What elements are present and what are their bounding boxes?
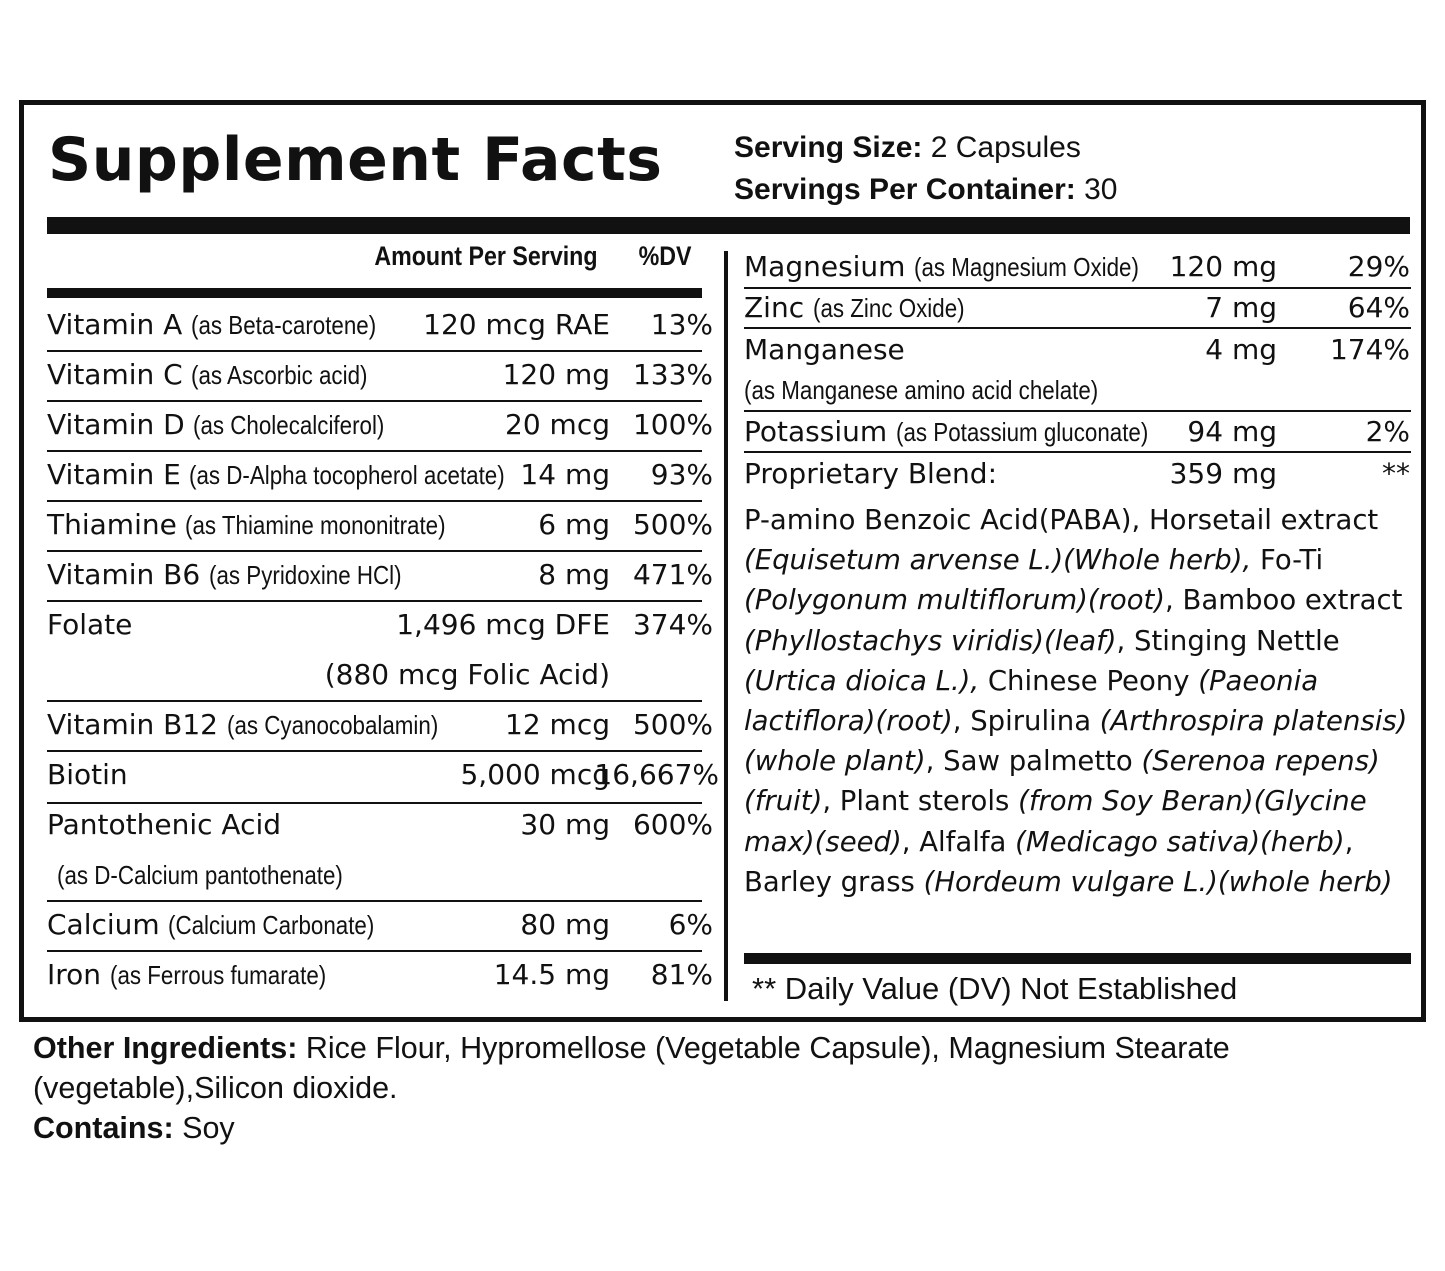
nutrient-row bbox=[744, 333, 1412, 405]
nutrient-name bbox=[47, 958, 361, 991]
nutrient-dv: 6% bbox=[668, 908, 713, 941]
nutrient-source: (as Pyridoxine HCl) bbox=[208, 560, 402, 590]
column-divider bbox=[724, 251, 728, 1001]
nutrient-amount: 4 mg bbox=[1205, 333, 1277, 366]
nutrient-label: Magnesium bbox=[744, 250, 906, 283]
row-divider bbox=[744, 451, 1411, 453]
other-ingredients bbox=[33, 1028, 1413, 1148]
amount-per-serving-header: Amount Per Serving bbox=[374, 241, 598, 271]
nutrient-subtext: (880 mcg Folic Acid) bbox=[324, 658, 610, 691]
nutrient-amount: 12 mcg bbox=[505, 708, 610, 741]
nutrient-row bbox=[47, 508, 713, 548]
nutrient-label: Proprietary Blend: bbox=[744, 457, 997, 490]
row-divider bbox=[47, 450, 702, 452]
nutrient-name bbox=[47, 808, 281, 841]
nutrient-row bbox=[47, 958, 713, 998]
row-divider bbox=[47, 400, 702, 402]
nutrient-amount: 359 mg bbox=[1169, 457, 1277, 490]
nutrient-row bbox=[47, 458, 713, 498]
nutrient-row bbox=[47, 408, 713, 448]
nutrient-row bbox=[47, 808, 713, 890]
nutrient-label: Vitamin B6 bbox=[47, 558, 201, 591]
nutrient-row bbox=[47, 708, 713, 748]
contains-label: Contains: bbox=[33, 1111, 174, 1145]
row-divider bbox=[744, 410, 1411, 412]
nutrient-name bbox=[47, 408, 416, 441]
row-divider bbox=[47, 950, 702, 952]
nutrient-name bbox=[47, 308, 406, 341]
servings-per-container bbox=[734, 169, 1117, 211]
row-divider bbox=[47, 900, 702, 902]
nutrient-dv: 2% bbox=[1365, 415, 1410, 448]
nutrient-label: Potassium bbox=[744, 415, 888, 448]
contains-value: Soy bbox=[173, 1111, 235, 1145]
nutrient-source: (as Ascorbic acid) bbox=[191, 360, 368, 390]
nutrient-row bbox=[744, 457, 1412, 495]
nutrient-amount: 14 mg bbox=[520, 458, 610, 491]
thick-divider-right bbox=[744, 953, 1411, 964]
nutrient-amount: 80 mg bbox=[520, 908, 610, 941]
nutrient-label: Manganese bbox=[744, 333, 905, 366]
nutrient-source: (as Zinc Oxide) bbox=[812, 293, 965, 323]
nutrient-name bbox=[47, 708, 472, 741]
nutrient-name bbox=[47, 608, 132, 641]
servings-per-container-value: 30 bbox=[1075, 173, 1118, 206]
nutrient-name bbox=[47, 508, 488, 541]
nutrient-amount: 7 mg bbox=[1205, 291, 1277, 324]
nutrient-label: Vitamin E bbox=[47, 458, 181, 491]
nutrient-dv: 600% bbox=[632, 808, 713, 841]
nutrient-dv: 133% bbox=[632, 358, 713, 391]
thick-divider-left bbox=[47, 288, 702, 298]
serving-info bbox=[734, 127, 1117, 211]
nutrient-dv: 100% bbox=[632, 408, 713, 441]
nutrient-label: Calcium bbox=[47, 908, 160, 941]
nutrient-amount: 6 mg bbox=[538, 508, 610, 541]
other-ingredients-label: Other Ingredients: bbox=[33, 1031, 298, 1065]
nutrient-label: Folate bbox=[47, 608, 133, 641]
nutrient-row bbox=[744, 415, 1412, 453]
nutrient-row bbox=[47, 608, 713, 691]
nutrient-label: Vitamin C bbox=[47, 358, 183, 391]
row-divider bbox=[47, 350, 702, 352]
dv-footnote: ** Daily Value (DV) Not Established bbox=[752, 971, 1238, 1006]
servings-per-container-label: Servings Per Container: bbox=[734, 173, 1076, 206]
thick-divider-top bbox=[47, 217, 1410, 234]
nutrient-name bbox=[744, 250, 1176, 283]
dv-header: %DV bbox=[639, 241, 692, 271]
nutrient-row bbox=[47, 908, 713, 948]
nutrient-dv: 374% bbox=[632, 608, 713, 641]
nutrient-label: Vitamin D bbox=[47, 408, 185, 441]
nutrient-amount: 120 mg bbox=[502, 358, 610, 391]
nutrient-label: Vitamin B12 bbox=[47, 708, 218, 741]
nutrient-row bbox=[744, 291, 1412, 329]
nutrient-source: (as Cholecalciferol) bbox=[193, 410, 385, 440]
row-divider bbox=[47, 700, 702, 702]
supplement-facts-panel bbox=[19, 100, 1426, 1022]
nutrient-subtext: (as Manganese amino acid chelate) bbox=[744, 375, 1099, 405]
panel-title: Supplement Facts bbox=[48, 125, 663, 195]
nutrient-amount: 20 mcg bbox=[505, 408, 610, 441]
nutrient-amount: 8 mg bbox=[538, 558, 610, 591]
nutrient-source: (as Beta-carotene) bbox=[190, 310, 377, 340]
nutrient-name bbox=[47, 558, 433, 591]
nutrient-name bbox=[47, 908, 408, 941]
nutrient-dv: 81% bbox=[650, 958, 713, 991]
nutrient-dv: 174% bbox=[1329, 333, 1410, 366]
nutrient-source: (as Potassium gluconate) bbox=[895, 417, 1149, 447]
nutrient-name bbox=[744, 291, 989, 324]
nutrient-source: (as Cyanocobalamin) bbox=[226, 710, 438, 740]
other-ingredients-line bbox=[33, 1028, 1413, 1108]
nutrient-source: (as Thiamine mononitrate) bbox=[185, 510, 447, 540]
nutrient-name bbox=[744, 333, 905, 366]
nutrient-source: (as Ferrous fumarate) bbox=[109, 960, 326, 990]
nutrient-amount: 1,496 mcg DFE bbox=[396, 608, 610, 641]
serving-size-label: Serving Size: bbox=[734, 131, 923, 164]
nutrient-row bbox=[47, 308, 713, 348]
nutrient-amount: 94 mg bbox=[1187, 415, 1277, 448]
nutrient-label: Iron bbox=[47, 958, 102, 991]
nutrient-dv: 93% bbox=[650, 458, 713, 491]
nutrient-name bbox=[47, 758, 128, 791]
nutrient-name bbox=[744, 415, 1189, 448]
nutrient-amount: 14.5 mg bbox=[493, 958, 610, 991]
row-divider bbox=[47, 750, 702, 752]
nutrient-row bbox=[47, 358, 713, 398]
nutrient-dv: 13% bbox=[650, 308, 713, 341]
row-divider bbox=[744, 287, 1411, 289]
nutrient-dv: 16,667% bbox=[594, 758, 719, 791]
row-divider bbox=[47, 802, 702, 804]
row-divider bbox=[47, 600, 702, 602]
nutrient-label: Vitamin A bbox=[47, 308, 183, 341]
serving-size bbox=[734, 127, 1117, 169]
nutrient-dv: 29% bbox=[1347, 250, 1410, 283]
nutrient-source: (as D-Alpha tocopherol acetate) bbox=[189, 460, 506, 490]
nutrient-row bbox=[744, 250, 1412, 288]
nutrient-name bbox=[744, 457, 997, 490]
other-ingredients-value: Rice Flour, Hypromellose (Vegetable Capsule), Magnesium Stearate (vegetable),Silicon dioxide. bbox=[33, 1031, 1230, 1105]
nutrient-amount: 30 mg bbox=[520, 808, 610, 841]
nutrient-label: Thiamine bbox=[47, 508, 177, 541]
nutrient-dv: 500% bbox=[632, 508, 713, 541]
nutrient-source: (Calcium Carbonate) bbox=[168, 910, 375, 940]
serving-size-value: 2 Capsules bbox=[922, 131, 1081, 164]
contains-line bbox=[33, 1108, 1413, 1148]
nutrient-name bbox=[47, 458, 557, 491]
nutrient-dv: 64% bbox=[1347, 291, 1410, 324]
proprietary-blend-ingredients: P-amino Benzoic Acid(PABA), Horsetail extract (Equisetum arvense L.)(Whole herb), Fo-Ti (Polygonum multiflorum)(root), Bamboo extract (Phyllostachys viridis)(leaf), Stinging Nettle (Urtica dioica L.), Chinese Peony (Paeonia lactiflora)(root), Spirulina (Arthrospira platensis)(whole plant), Saw palmetto (Serenoa repens)(fruit), Plant sterols (from Soy Beran)(Glycine max)(seed), Alfalfa (Medicago sativa)(herb), Barley grass (Hordeum vulgare L.)(whole herb) bbox=[744, 504, 1408, 898]
nutrient-row bbox=[47, 558, 713, 598]
nutrient-amount: 5,000 mcg bbox=[460, 758, 610, 791]
row-divider bbox=[47, 500, 702, 502]
nutrient-subtext: (as D-Calcium pantothenate) bbox=[57, 860, 343, 890]
nutrient-amount: 120 mg bbox=[1169, 250, 1277, 283]
nutrient-dv: 471% bbox=[632, 558, 713, 591]
nutrient-label: Zinc bbox=[744, 291, 805, 324]
nutrient-label: Pantothenic Acid bbox=[47, 808, 282, 841]
nutrient-amount: 120 mcg RAE bbox=[423, 308, 610, 341]
nutrient-name bbox=[47, 358, 397, 391]
nutrient-label: Biotin bbox=[47, 758, 128, 791]
nutrient-row bbox=[47, 758, 719, 798]
nutrient-dv: ** bbox=[1382, 457, 1410, 490]
nutrient-source: (as Magnesium Oxide) bbox=[914, 252, 1139, 282]
row-divider bbox=[47, 550, 702, 552]
nutrient-dv: 500% bbox=[632, 708, 713, 741]
row-divider bbox=[744, 327, 1411, 329]
